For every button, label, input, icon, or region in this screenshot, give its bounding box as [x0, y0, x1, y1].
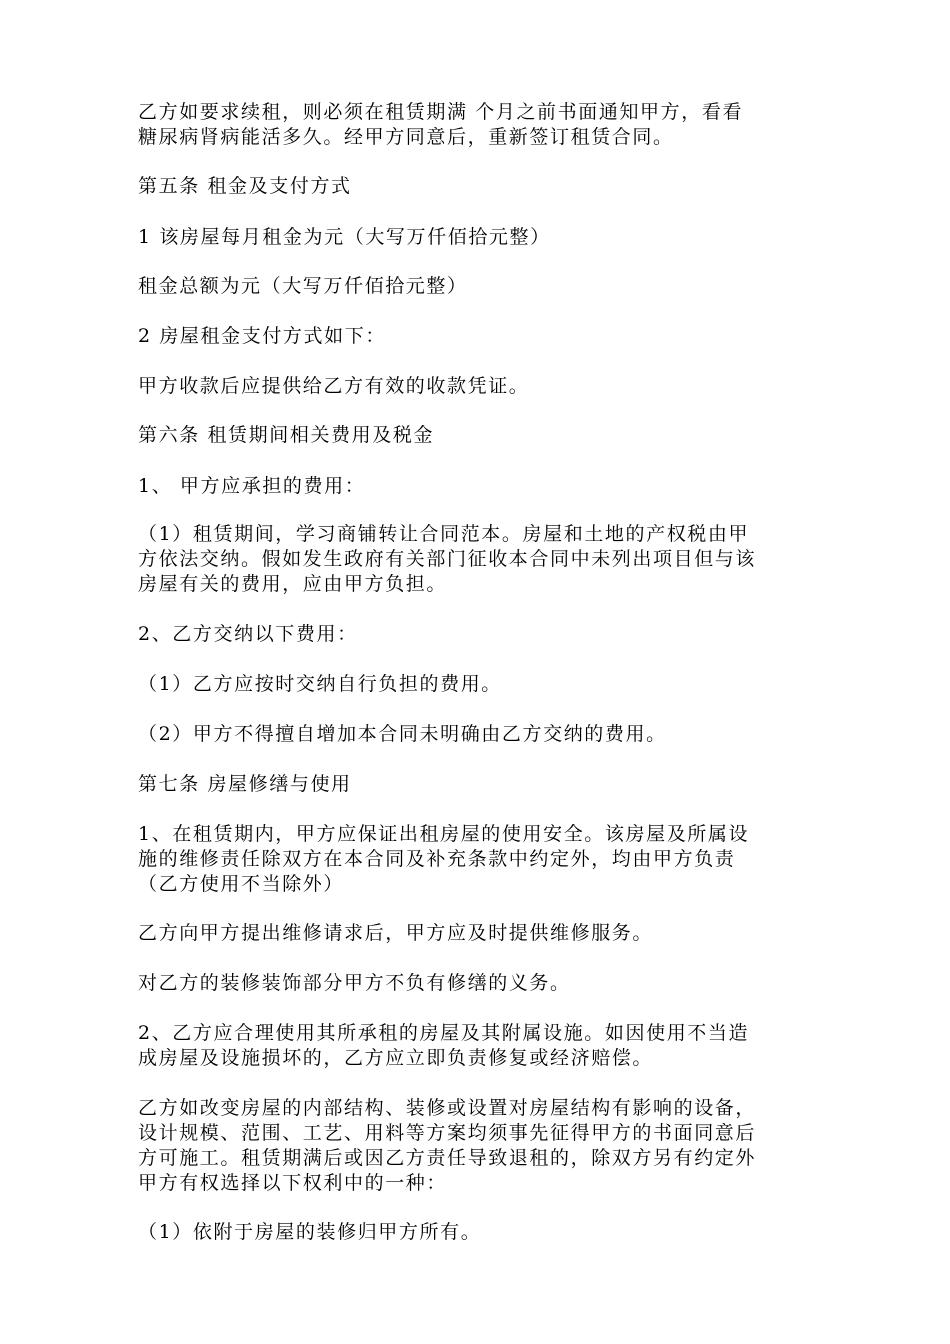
- paragraph-property-tax: （1）租赁期间，学习商铺转让合同范本。房屋和土地的产权税由甲 方依法交纳。假如发生政府有关部门征收本合同中未列出项目但与该 房屋有关的费用，应由甲方负担。: [138, 523, 757, 595]
- paragraph-b-pay-on-time: （1）乙方应按时交纳自行负担的费用。: [138, 673, 502, 695]
- paragraph-monthly-rent: 1 该房屋每月租金为元（大写万仟佰拾元整）: [138, 226, 551, 248]
- paragraph-renewal-notice: 乙方如要求续租，则必须在租赁期满 个月之前书面通知甲方，看看 糖尿病肾病能活多久。经甲方同意后，重新签订租赁合同。: [138, 101, 744, 148]
- paragraph-no-extra-fees: （2）甲方不得擅自增加本合同未明确由乙方交纳的费用。: [138, 723, 667, 745]
- heading-article-6: 第六条 租赁期间相关费用及税金: [138, 424, 435, 446]
- paragraph-party-b-fees: 2、乙方交纳以下费用：: [138, 623, 358, 645]
- heading-article-5: 第五条 租金及支付方式: [138, 175, 352, 197]
- paragraph-receipt: 甲方收款后应提供给乙方有效的收款凭证。: [138, 375, 530, 397]
- paragraph-decoration-ownership: （1）依附于房屋的装修归甲方所有。: [138, 1221, 482, 1243]
- heading-article-7: 第七条 房屋修缮与使用: [138, 773, 352, 795]
- paragraph-proper-use: 2、乙方应合理使用其所承租的房屋及其附属设施。如因使用不当造 成房屋及设施损坏的，乙方应立即负责修复或经济赔偿。: [138, 1022, 750, 1069]
- paragraph-repair-request: 乙方向甲方提出维修请求后，甲方应及时提供维修服务。: [138, 922, 654, 944]
- paragraph-total-rent: 租金总额为元（大写万仟佰拾元整）: [138, 275, 468, 297]
- paragraph-party-a-fees: 1、 甲方应承担的费用：: [138, 475, 366, 497]
- paragraph-payment-method: 2 房屋租金支付方式如下：: [138, 325, 386, 347]
- paragraph-decoration-duty: 对乙方的装修装饰部分甲方不负有修缮的义务。: [138, 972, 571, 994]
- paragraph-structure-change: 乙方如改变房屋的内部结构、装修或设置对房屋结构有影响的设备， 设计规模、范围、工艺、用料等方案均须事先征得甲方的书面同意后 方可施工。租赁期满后或因乙方责任导致退租的，除双方另有约定外 甲方有权选择以下权利中的一种：: [138, 1097, 757, 1194]
- paragraph-safety-repair: 1、在租赁期内，甲方应保证出租房屋的使用安全。该房屋及所属设 施的维修责任除双方在本合同及补充条款中约定外，均由甲方负责 （乙方使用不当除外）: [138, 823, 750, 895]
